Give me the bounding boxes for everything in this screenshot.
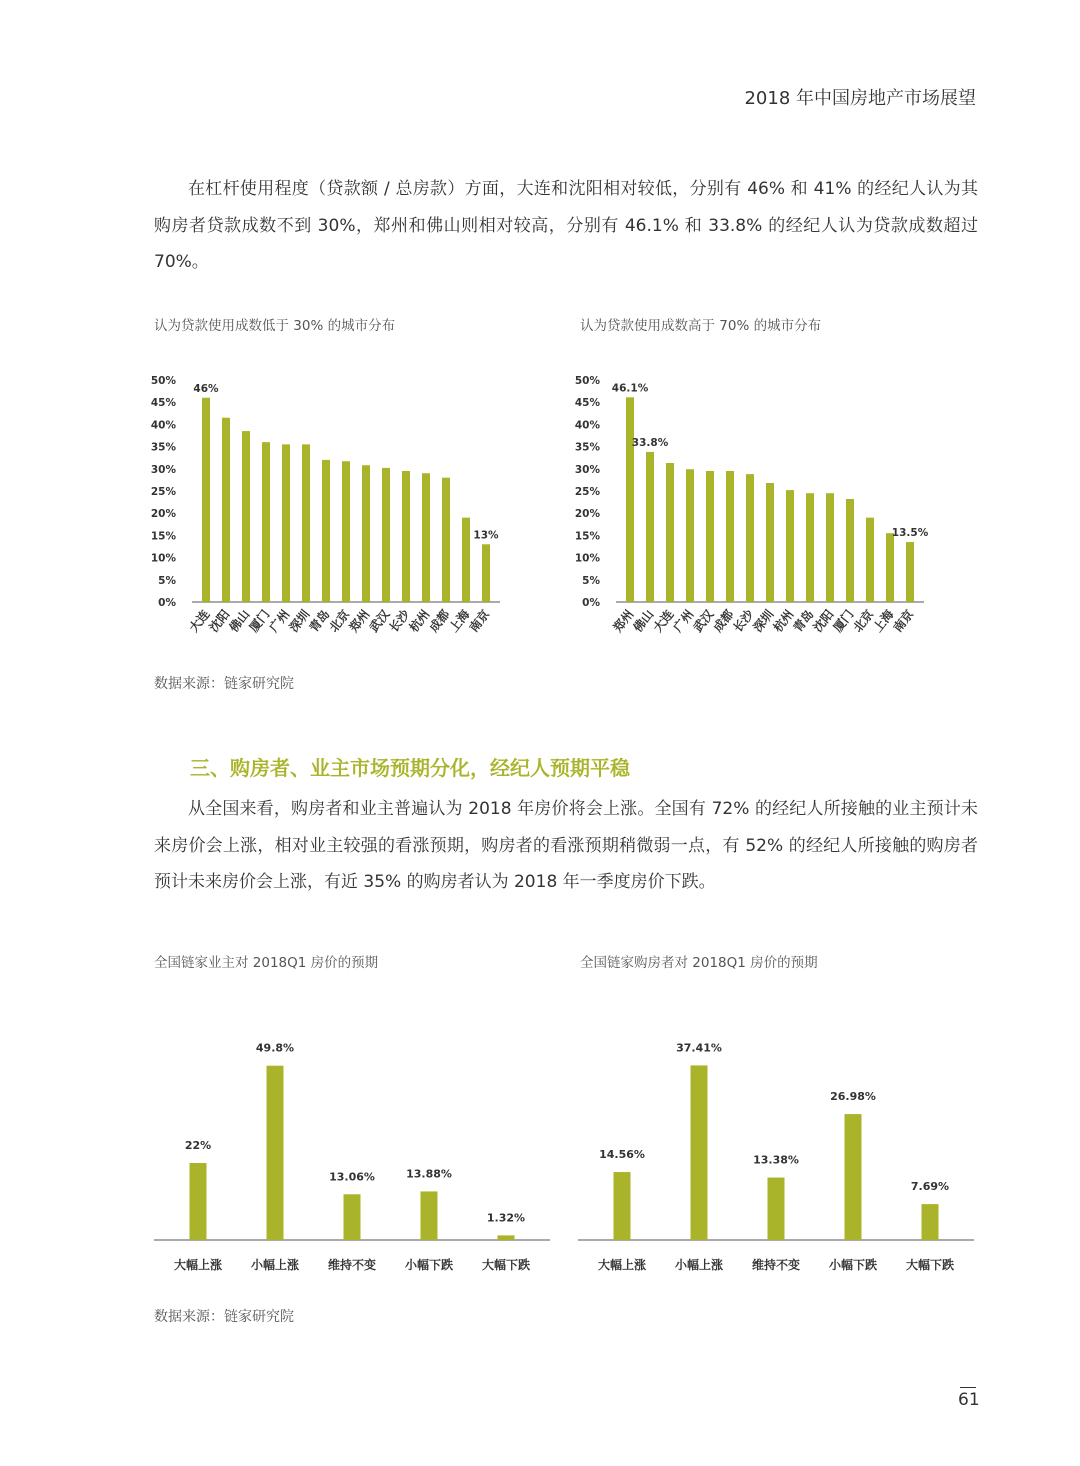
y-tick-label: 10% [150, 552, 176, 565]
bar-佛山 [646, 452, 654, 602]
bar-成都 [726, 471, 734, 602]
value-label: 13% [473, 529, 499, 542]
category-label: 北京 [326, 607, 353, 635]
paragraph-expectation [154, 791, 978, 901]
y-tick-label: 25% [150, 486, 176, 498]
category-label: 沈阳 [810, 607, 837, 635]
page-number-rule [960, 1387, 976, 1388]
category-label: 郑州 [610, 607, 637, 635]
category-label: 长沙 [730, 607, 757, 635]
bar-小幅下跌 [421, 1191, 438, 1240]
category-label: 武汉 [690, 607, 717, 635]
y-tick-label: 30% [150, 463, 176, 476]
chart-high-loan-title: 认为贷款使用成数高于 70% 的城市分布 [580, 318, 822, 334]
category-label: 上海 [870, 607, 897, 635]
category-label: 大连 [650, 607, 677, 635]
category-label: 杭州 [770, 607, 797, 635]
bar-小幅上涨 [691, 1065, 708, 1240]
bar-武汉 [382, 468, 390, 602]
value-label: 1.32% [486, 1211, 526, 1225]
category-label: 广州 [670, 607, 697, 635]
bar-南京 [482, 544, 490, 602]
category-label: 杭州 [406, 607, 433, 635]
y-tick-label: 50% [574, 375, 600, 387]
category-label: 沈阳 [206, 607, 233, 635]
y-tick-label: 40% [150, 419, 176, 432]
bar-沈阳 [222, 418, 230, 602]
y-tick-label: 20% [574, 508, 600, 521]
data-source-2: 数据来源：链家研究院 [154, 1309, 294, 1325]
category-label: 小幅上涨 [250, 1258, 300, 1272]
value-label: 46% [193, 382, 219, 395]
category-label: 厦门 [246, 607, 273, 635]
y-tick-label: 0% [158, 597, 176, 609]
category-label: 武汉 [366, 607, 393, 635]
category-label: 成都 [426, 607, 453, 635]
bar-沈阳 [826, 493, 834, 602]
paragraph-leverage-text: 在杠杆使用程度（贷款额 / 总房款）方面，大连和沈阳相对较低，分别有 46% 和 41% 的经纪人认为其购房者贷款成数不到 30%，郑州和佛山则相对较高，分别有 46.1% 和 33.8% 的经纪人认为贷款成数超过 70%。 [154, 179, 978, 272]
value-label: 22% [184, 1139, 212, 1152]
bar-青岛 [322, 460, 330, 602]
y-tick-label: 10% [574, 552, 600, 565]
value-label: 49.8% [255, 1041, 295, 1055]
bar-深圳 [766, 483, 774, 602]
category-label: 南京 [890, 607, 917, 635]
bar-青岛 [806, 493, 814, 602]
category-label: 厦门 [830, 607, 857, 635]
value-label: 37.41% [676, 1041, 722, 1055]
y-tick-label: 5% [582, 574, 600, 587]
value-label: 46.1% [611, 382, 649, 395]
category-label: 维持不变 [751, 1258, 801, 1272]
category-label: 青岛 [790, 607, 817, 635]
bar-大幅下跌 [922, 1204, 939, 1240]
chart-owner-title: 全国链家业主对 2018Q1 房价的预期 [154, 955, 379, 971]
y-tick-label: 35% [150, 441, 176, 454]
category-label: 大幅下跌 [905, 1258, 955, 1272]
category-label: 上海 [446, 607, 473, 635]
category-label: 青岛 [306, 607, 333, 635]
y-tick-label: 35% [574, 441, 600, 454]
category-label: 南京 [466, 607, 493, 635]
y-tick-label: 20% [150, 508, 176, 521]
section-heading: 三、购房者、业主市场预期分化，经纪人预期平稳 [190, 756, 630, 780]
bar-杭州 [422, 473, 430, 602]
category-label: 深圳 [750, 607, 777, 635]
y-tick-label: 30% [574, 463, 600, 476]
value-label: 33.8% [631, 436, 669, 449]
bar-上海 [462, 518, 470, 602]
bar-小幅上涨 [267, 1066, 284, 1240]
bar-大幅下跌 [498, 1235, 515, 1240]
bar-大连 [202, 398, 210, 602]
bar-郑州 [626, 397, 634, 602]
category-label: 小幅上涨 [674, 1258, 724, 1272]
category-label: 小幅下跌 [828, 1258, 878, 1272]
y-tick-label: 40% [574, 419, 600, 432]
bar-北京 [342, 461, 350, 602]
bar-南京 [906, 542, 914, 602]
chart-low-loan-ratio [150, 360, 550, 660]
category-label: 大幅上涨 [173, 1258, 223, 1272]
chart-buyer-expectation [578, 1000, 978, 1300]
bar-武汉 [706, 471, 714, 602]
chart-owner-expectation [154, 1000, 554, 1300]
chart-high-loan-ratio [574, 360, 984, 660]
category-label: 大幅上涨 [597, 1258, 647, 1272]
paragraph-expectation-text: 从全国来看，购房者和业主普遍认为 2018 年房价将会上涨。全国有 72% 的经纪人所接触的业主预计未来房价会上涨，相对业主较强的看涨预期，购房者的看涨预期稍微弱一点，有 52% 的经纪人所接触的购房者预计未来房价会上涨，有近 35% 的购房者认为 2018 年一季度房价下跌。 [154, 799, 978, 892]
y-tick-label: 25% [574, 486, 600, 498]
page-header-title: 2018 年中国房地产市场展望 [744, 88, 976, 109]
page-number: 61 [958, 1390, 980, 1410]
category-label: 维持不变 [327, 1258, 377, 1272]
value-label: 13.06% [329, 1170, 375, 1184]
value-label: 13.5% [891, 527, 929, 540]
category-label: 佛山 [226, 607, 253, 635]
category-label: 深圳 [286, 607, 313, 635]
bar-大连 [666, 463, 674, 602]
category-label: 成都 [710, 607, 737, 635]
bar-大幅上涨 [190, 1163, 207, 1240]
bar-维持不变 [768, 1178, 785, 1240]
category-label: 长沙 [386, 607, 413, 635]
y-tick-label: 0% [582, 597, 600, 609]
y-tick-label: 45% [574, 397, 600, 410]
bar-广州 [686, 469, 694, 602]
category-label: 大连 [186, 607, 213, 635]
bar-大幅上涨 [614, 1172, 631, 1240]
bar-小幅下跌 [845, 1114, 862, 1240]
bar-长沙 [402, 471, 410, 602]
category-label: 小幅下跌 [404, 1258, 454, 1272]
category-label: 北京 [850, 607, 877, 635]
value-label: 26.98% [830, 1090, 876, 1104]
category-label: 佛山 [630, 607, 657, 635]
category-label: 大幅下跌 [481, 1258, 531, 1272]
bar-杭州 [786, 490, 794, 602]
category-label: 广州 [266, 607, 293, 635]
chart-buyer-title: 全国链家购房者对 2018Q1 房价的预期 [580, 955, 818, 971]
value-label: 7.69% [910, 1180, 950, 1194]
y-tick-label: 5% [158, 574, 176, 587]
bar-维持不变 [344, 1194, 361, 1240]
y-tick-label: 15% [574, 530, 600, 543]
value-label: 13.38% [753, 1153, 799, 1167]
bar-上海 [886, 533, 894, 602]
category-label: 郑州 [346, 607, 373, 635]
value-label: 13.88% [406, 1167, 452, 1181]
y-tick-label: 50% [150, 375, 176, 387]
value-label: 14.56% [599, 1148, 645, 1162]
paragraph-leverage [154, 171, 978, 281]
bar-厦门 [846, 499, 854, 602]
y-tick-label: 45% [150, 397, 176, 410]
bar-厦门 [262, 442, 270, 602]
bar-佛山 [242, 431, 250, 602]
bar-北京 [866, 518, 874, 602]
bar-深圳 [302, 444, 310, 602]
bar-广州 [282, 444, 290, 602]
bar-长沙 [746, 474, 754, 602]
y-tick-label: 15% [150, 530, 176, 543]
chart-low-loan-title: 认为贷款使用成数低于 30% 的城市分布 [154, 318, 396, 334]
data-source-1: 数据来源：链家研究院 [154, 676, 294, 692]
bar-郑州 [362, 465, 370, 602]
bar-成都 [442, 478, 450, 602]
